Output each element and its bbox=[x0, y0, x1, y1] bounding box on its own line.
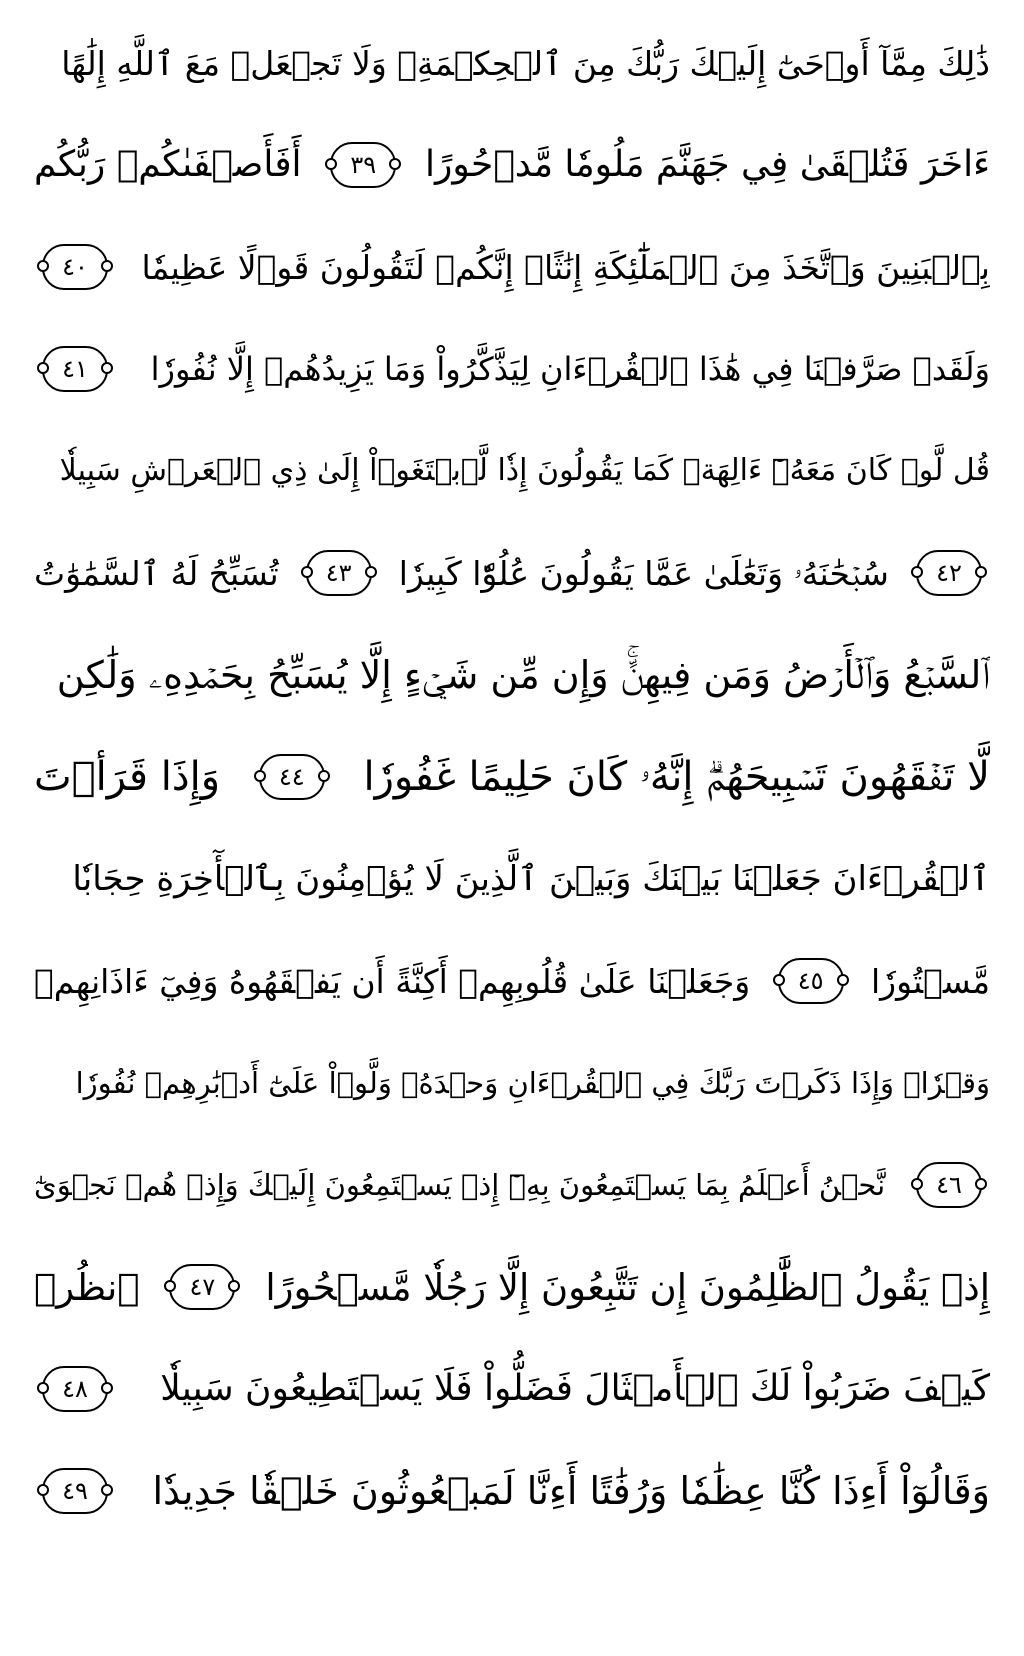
verse-line bbox=[34, 1032, 990, 1134]
verse-line bbox=[34, 318, 990, 420]
verse-text: ٱلسَّبۡعُ وَٱلۡأَرۡضُ وَمَن فِيهِنَّۚ وَإِن مِّن شَيۡءٍ إِلَّا يُسَبِّحُ بِحَمۡدِهِۦ وَلَٰكِن bbox=[56, 653, 990, 697]
ayah-number-marker: ٤٦ bbox=[916, 1162, 982, 1208]
verse-text: لَّا تَفۡقَهُونَ تَسۡبِيحَهُمۡۗ إِنَّهُۥ كَانَ حَلِيمًا غَفُورٗا bbox=[363, 754, 990, 800]
verse-line bbox=[34, 522, 990, 624]
ayah-number-marker: ٣٩ bbox=[330, 142, 396, 188]
ayah-number-marker: ٤١ bbox=[42, 346, 108, 392]
verse-text: تُسَبِّحُ لَهُ ٱلسَّمَٰوَٰتُ bbox=[34, 553, 279, 593]
verse-text: وَجَعَلۡنَا عَلَىٰ قُلُوبِهِمۡ أَكِنَّةً أَن يَفۡقَهُوهُ وَفِيٓ ءَاذَانِهِمۡ bbox=[34, 961, 751, 1001]
ayah-number-marker: ٤٤ bbox=[259, 754, 325, 800]
ayah-number-marker: ٤٥ bbox=[778, 958, 844, 1004]
verse-text: مَّسۡتُورٗا bbox=[870, 961, 990, 1001]
verse-line bbox=[34, 828, 990, 930]
verse-text: وَإِذَا قَرَأۡتَ bbox=[34, 754, 221, 800]
verse-line bbox=[34, 726, 990, 828]
verse-text: كَيۡفَ ضَرَبُواْ لَكَ ٱلۡأَمۡثَالَ فَضَلُّواْ فَلَا يَسۡتَطِيعُونَ سَبِيلٗا bbox=[160, 1368, 990, 1409]
verse-line bbox=[34, 1236, 990, 1338]
verse-line bbox=[34, 420, 990, 522]
verse-text: وَقۡرٗاۚ وَإِذَا ذَكَرۡتَ رَبَّكَ فِي ٱلۡقُرۡءَانِ وَحۡدَهُۥ وَلَّوۡاْ عَلَىٰٓ أَدۡبَٰرِهِمۡ نُفُورٗا bbox=[75, 1065, 990, 1100]
verse-text: نَّحۡنُ أَعۡلَمُ بِمَا يَسۡتَمِعُونَ بِهِۦٓ إِذۡ يَسۡتَمِعُونَ إِلَيۡكَ وَإِذۡ هُمۡ نَجۡوَىٰٓ bbox=[34, 1167, 886, 1202]
ayah-number-marker: ٤٧ bbox=[169, 1264, 235, 1310]
verse-text: قُل لَّوۡ كَانَ مَعَهُۥٓ ءَالِهَةٞ كَمَا يَقُولُونَ إِذٗا لَّٱبۡتَغَوۡاْ إِلَىٰ ذِي ٱلۡعَرۡشِ سَبِيلٗا bbox=[59, 453, 990, 488]
verse-text: وَلَقَدۡ صَرَّفۡنَا فِي هَٰذَا ٱلۡقُرۡءَانِ لِيَذَّكَّرُواْ وَمَا يَزِيدُهُمۡ إِلَّا نُفُورٗا bbox=[150, 350, 990, 388]
verse-line bbox=[34, 216, 990, 318]
verse-text: وَقَالُوٓاْ أَءِذَا كُنَّا عِظَٰمٗا وَرُفَٰتًا أَءِنَّا لَمَبۡعُوثُونَ خَلۡقٗا جَدِيدٗا bbox=[152, 1469, 990, 1513]
verse-line bbox=[34, 1338, 990, 1440]
verse-text: إِذۡ يَقُولُ ٱلظَّٰلِمُونَ إِن تَتَّبِعُونَ إِلَّا رَجُلٗا مَّسۡحُورًا bbox=[265, 1265, 990, 1309]
verse-line bbox=[34, 1440, 990, 1542]
verse-text: أَفَأَصۡفَىٰكُمۡ رَبُّكُم bbox=[34, 144, 302, 185]
ayah-number-marker: ٤٢ bbox=[916, 550, 982, 596]
verse-line bbox=[34, 624, 990, 726]
ayah-number-marker: ٤٩ bbox=[42, 1468, 108, 1514]
verse-text: ءَاخَرَ فَتُلۡقَىٰ فِي جَهَنَّمَ مَلُومٗا مَّدۡحُورًا bbox=[424, 144, 990, 185]
mushaf-page bbox=[34, 12, 990, 1644]
ayah-number-marker: ٤٠ bbox=[42, 244, 108, 290]
verse-text: بِٱلۡبَنِينَ وَٱتَّخَذَ مِنَ ٱلۡمَلَٰٓئِكَةِ إِنَٰثًاۚ إِنَّكُمۡ لَتَقُولُونَ قَوۡلًا عَظِيمٗا bbox=[141, 247, 990, 287]
verse-line bbox=[34, 12, 990, 114]
ayah-number-marker: ٤٨ bbox=[42, 1366, 108, 1412]
verse-text: ٱنظُرۡ bbox=[34, 1265, 140, 1309]
verse-line bbox=[34, 1134, 990, 1236]
verse-text: ٱلۡقُرۡءَانَ جَعَلۡنَا بَيۡنَكَ وَبَيۡنَ ٱلَّذِينَ لَا يُؤۡمِنُونَ بِٱلۡأٓخِرَةِ حِجَابٗا bbox=[72, 859, 990, 899]
verse-text: ذَٰلِكَ مِمَّآ أَوۡحَىٰٓ إِلَيۡكَ رَبُّكَ مِنَ ٱلۡحِكۡمَةِۗ وَلَا تَجۡعَلۡ مَعَ ٱللَّهِ إِلَٰهًا bbox=[61, 43, 990, 83]
verse-line bbox=[34, 114, 990, 216]
verse-text: سُبۡحَٰنَهُۥ وَتَعَٰلَىٰ عَمَّا يَقُولُونَ عُلُوّٗا كَبِيرٗا bbox=[398, 553, 889, 593]
verse-line bbox=[34, 930, 990, 1032]
ayah-number-marker: ٤٣ bbox=[306, 550, 372, 596]
